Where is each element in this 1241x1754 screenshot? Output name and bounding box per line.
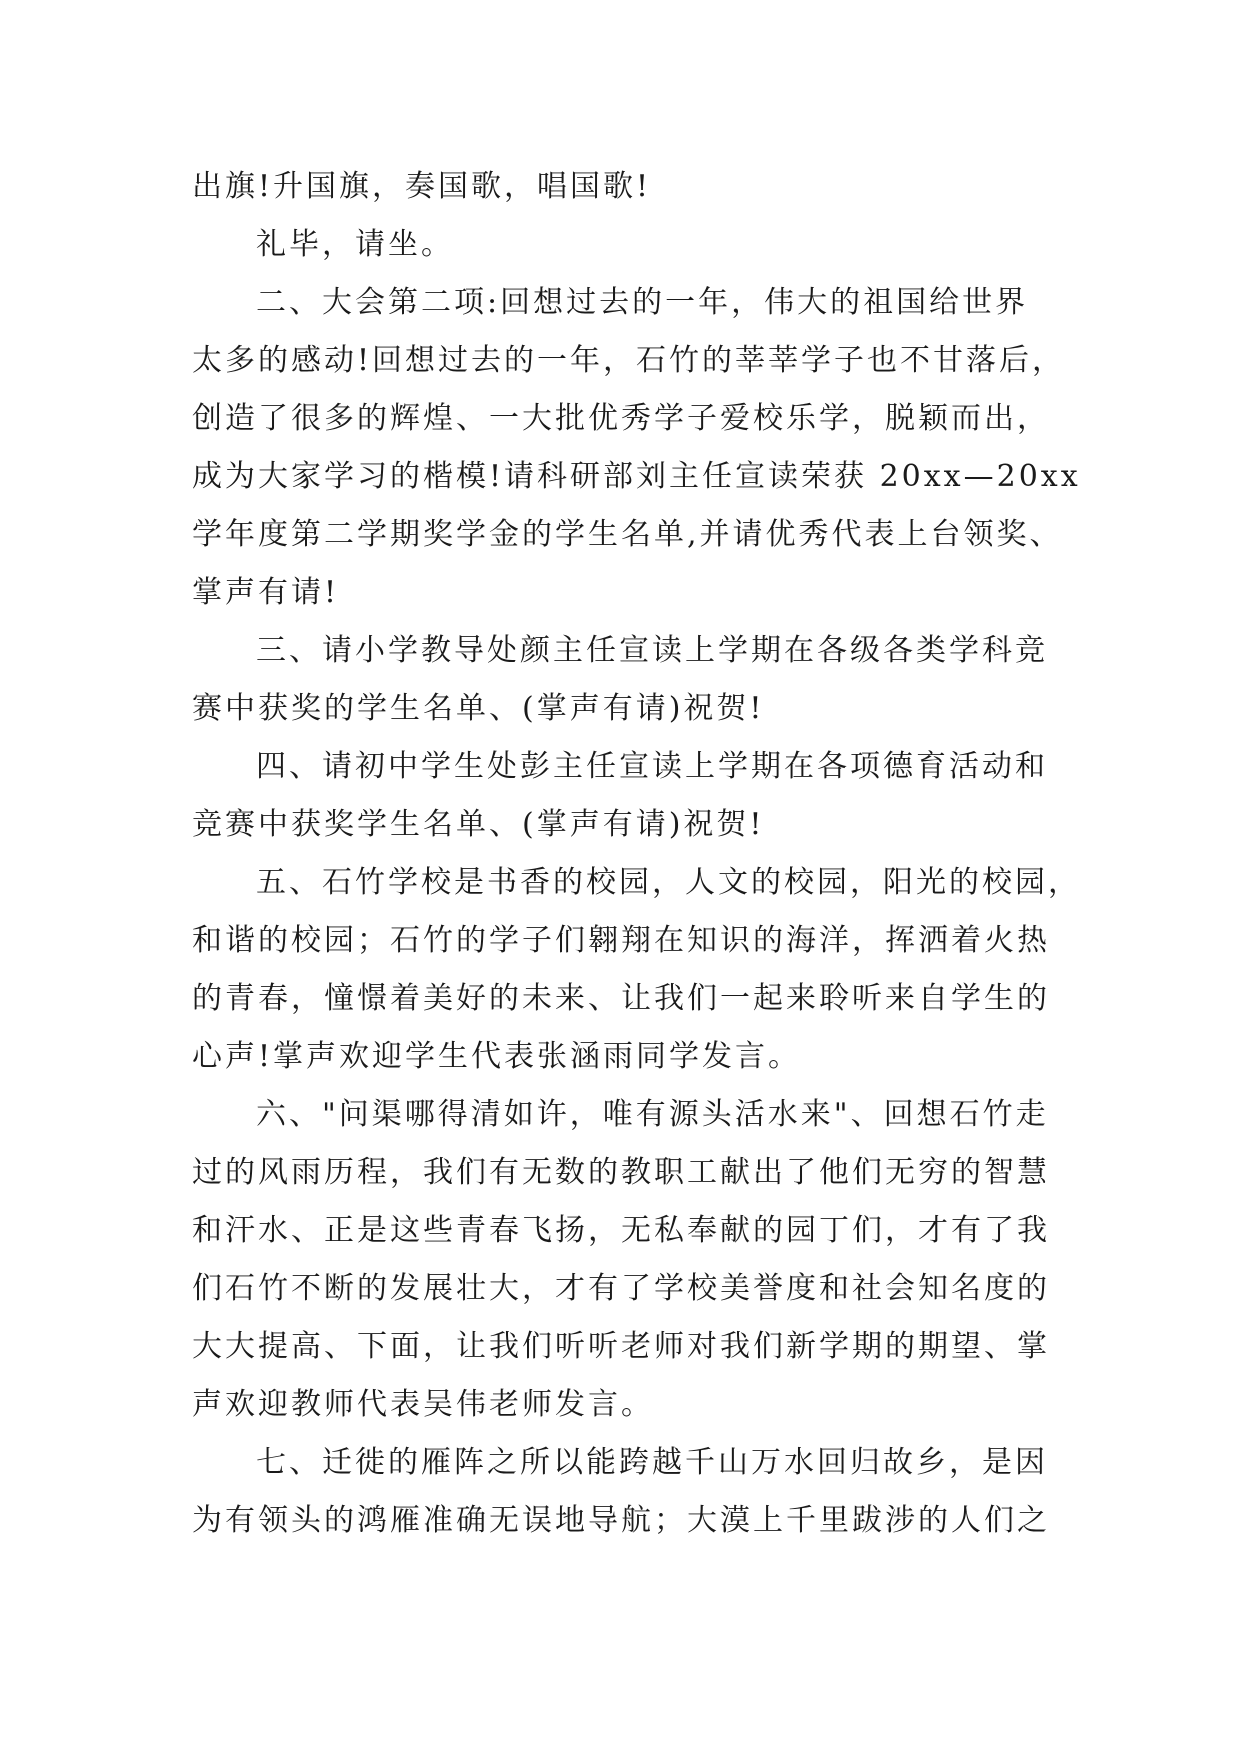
text-line: 过的风雨历程，我们有无数的教职工献出了他们无穷的智慧 [192,1155,1050,1190]
text-line: 竞赛中获奖学生名单、(掌声有请)祝贺! [192,807,765,842]
text-line: 的青春，憧憬着美好的未来、让我们一起来聆听来自学生的 [192,981,1050,1016]
text-line: 和谐的校园；石竹的学子们翱翔在知识的海洋，挥洒着火热 [192,923,1050,958]
text-line: 礼毕，请坐。 [256,227,454,262]
text-line: 赛中获奖的学生名单、(掌声有请)祝贺! [192,691,765,726]
text-line: 成为大家学习的楷模!请科研部刘主任宣读荣获 20xx—20xx [192,459,1081,494]
text-line: 们石竹不断的发展壮大，才有了学校美誉度和社会知名度的 [192,1271,1050,1306]
text-line: 出旗!升国旗，奏国歌，唱国歌! [192,169,652,204]
text-line: 学年度第二学期奖学金的学生名单,并请优秀代表上台领奖、 [192,517,1063,552]
text-line: 掌声有请! [192,575,340,610]
text-line: 四、请初中学生处彭主任宣读上学期在各项德育活动和 [256,749,1048,784]
document-body [192,158,1081,1550]
text-line: 声欢迎教师代表吴伟老师发言。 [192,1387,654,1422]
text-line: 太多的感动!回想过去的一年，石竹的莘莘学子也不甘落后， [192,343,1066,378]
text-line: 和汗水、正是这些青春飞扬，无私奉献的园丁们，才有了我 [192,1213,1050,1248]
text-line: 二、大会第二项:回想过去的一年，伟大的祖国给世界 [256,285,1029,320]
text-line: 七、迁徙的雁阵之所以能跨越千山万水回归故乡，是因 [256,1445,1048,1480]
text-line: 五、石竹学校是书香的校园，人文的校园，阳光的校园， [256,865,1081,900]
text-line: 大大提高、下面，让我们听听老师对我们新学期的期望、掌 [192,1329,1050,1364]
text-line: 为有领头的鸿雁准确无误地导航；大漠上千里跋涉的人们之 [192,1503,1050,1538]
text-line: 创造了很多的辉煌、一大批优秀学子爱校乐学，脱颖而出， [192,401,1050,436]
text-line: 三、请小学教导处颜主任宣读上学期在各级各类学科竞 [256,633,1048,668]
text-line: 六、"问渠哪得清如许，唯有源头活水来"、回想石竹走 [256,1097,1049,1132]
text-line: 心声!掌声欢迎学生代表张涵雨同学发言。 [192,1039,802,1074]
